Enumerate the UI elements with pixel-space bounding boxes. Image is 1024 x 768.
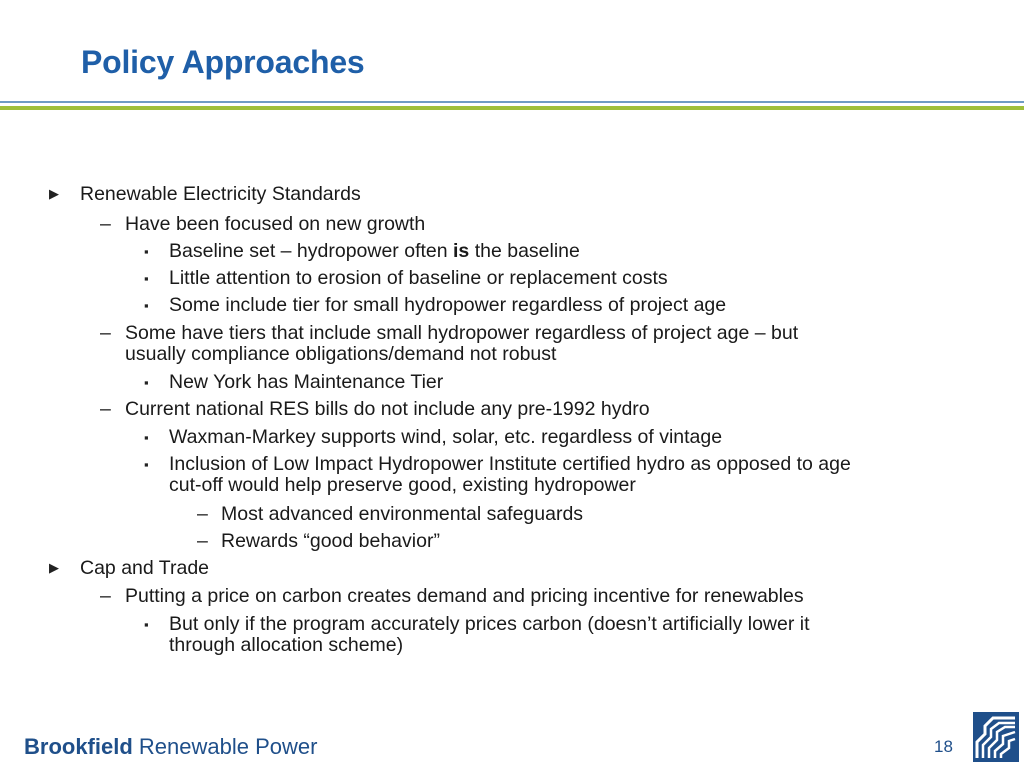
list-item-text: Baseline set – hydropower often is the baseline bbox=[169, 240, 580, 262]
list-item-text-continued: usually compliance obligations/demand not robust bbox=[125, 343, 557, 365]
slide-title: Policy Approaches bbox=[81, 44, 365, 80]
square-bullet-icon: ▪ bbox=[144, 430, 149, 445]
list-item-text: But only if the program accurately prices carbon (doesn’t artificially lower it bbox=[169, 613, 810, 635]
list-item-text: Some have tiers that include small hydropower regardless of project age – but bbox=[125, 322, 799, 344]
list-item-text: Cap and Trade bbox=[80, 557, 210, 579]
dash-bullet-icon: – bbox=[100, 322, 111, 344]
list-item-text: Current national RES bills do not include any pre-1992 hydro bbox=[125, 398, 650, 420]
dash-bullet-icon: – bbox=[100, 213, 111, 235]
dash-bullet-icon: – bbox=[100, 398, 111, 420]
list-item-text: New York has Maintenance Tier bbox=[169, 371, 444, 393]
dash-bullet-icon: – bbox=[197, 503, 208, 525]
list-item-text: Renewable Electricity Standards bbox=[80, 183, 361, 205]
list-item-text: Inclusion of Low Impact Hydropower Institute certified hydro as opposed to age bbox=[169, 453, 851, 475]
square-bullet-icon: ▪ bbox=[144, 271, 149, 286]
list-item-text: Have been focused on new growth bbox=[125, 213, 426, 235]
triangle-bullet-icon: ▶ bbox=[49, 560, 59, 575]
square-bullet-icon: ▪ bbox=[144, 244, 149, 259]
emphasis-text: is bbox=[453, 240, 470, 262]
list-item-text-continued: cut-off would help preserve good, existing hydropower bbox=[169, 474, 636, 496]
header-divider-green bbox=[0, 106, 1024, 110]
list-item-text: Some include tier for small hydropower regardless of project age bbox=[169, 294, 727, 316]
square-bullet-icon: ▪ bbox=[144, 617, 149, 632]
square-bullet-icon: ▪ bbox=[144, 457, 149, 472]
list-item-text: Little attention to erosion of baseline or replacement costs bbox=[169, 267, 668, 289]
dash-bullet-icon: – bbox=[100, 585, 111, 607]
list-item-text-continued: through allocation scheme) bbox=[169, 634, 404, 656]
list-item-text: Rewards “good behavior” bbox=[221, 530, 440, 552]
list-item-text: Most advanced environmental safeguards bbox=[221, 503, 584, 525]
square-bullet-icon: ▪ bbox=[144, 298, 149, 313]
brand-wordmark: Brookfield Renewable Power bbox=[24, 734, 318, 759]
square-bullet-icon: ▪ bbox=[144, 375, 149, 390]
page-number: 18 bbox=[934, 737, 953, 756]
brookfield-logo-icon bbox=[973, 712, 1019, 762]
triangle-bullet-icon: ▶ bbox=[49, 186, 59, 201]
header-divider-blue bbox=[0, 101, 1024, 103]
list-item-text: Putting a price on carbon creates demand and pricing incentive for renewables bbox=[125, 585, 804, 607]
list-item-text: Waxman-Markey supports wind, solar, etc. regardless of vintage bbox=[169, 426, 723, 448]
dash-bullet-icon: – bbox=[197, 530, 208, 552]
